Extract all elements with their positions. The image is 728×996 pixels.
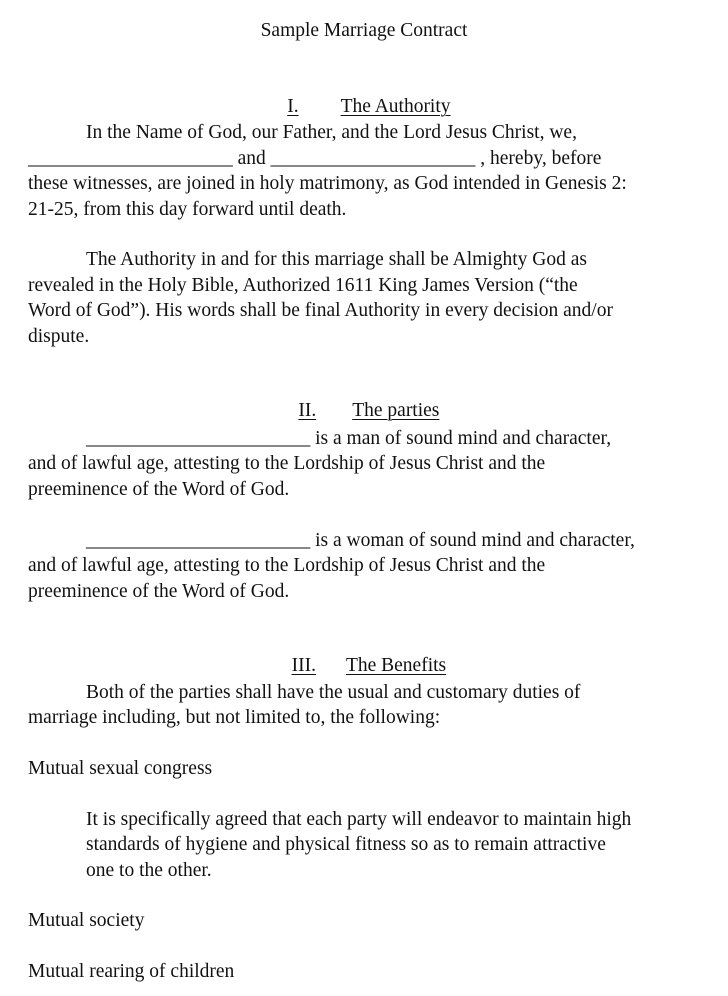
paragraph-line: standards of hygiene and physical fitness so as to remain attractive [86, 834, 606, 855]
section-heading-benefits [0, 630, 728, 676]
paragraph-line: _______________________ is a man of sound mind and character, [86, 428, 612, 449]
paragraph-line: Word of God”). His words shall be final Authority in every decision and/or [28, 300, 613, 321]
paragraph-line: preeminence of the Word of God. [28, 479, 290, 500]
section-title: The Benefits [345, 655, 447, 676]
section-title: The parties [352, 400, 440, 421]
paragraph-line: and of lawful age, attesting to the Lordship of Jesus Christ and the [28, 453, 546, 474]
benefit-item: Mutual society [28, 910, 145, 931]
paragraph-line: one to the other. [86, 860, 212, 881]
paragraph-line: preeminence of the Word of God. [28, 581, 290, 602]
paragraph-line: Both of the parties shall have the usual and customary duties of [86, 682, 581, 703]
paragraph-line: dispute. [28, 326, 90, 347]
paragraph-line: and of lawful age, attesting to the Lordship of Jesus Christ and the [28, 555, 546, 576]
paragraph-line: these witnesses, are joined in holy matrimony, as God intended in Genesis 2: [28, 173, 627, 194]
benefit-item: Mutual sexual congress [28, 758, 213, 779]
benefit-item: Mutual rearing of children [28, 961, 235, 982]
section-number: II. [298, 400, 317, 421]
paragraph-line: In the Name of God, our Father, and the Lord Jesus Christ, we, [86, 122, 577, 143]
section-title: The Authority [340, 96, 451, 117]
page-title: Sample Marriage Contract [260, 20, 468, 41]
paragraph-line: It is specifically agreed that each party will endeavor to maintain high [86, 809, 632, 830]
paragraph-line: The Authority in and for this marriage shall be Almighty God as [86, 249, 587, 270]
paragraph-line: revealed in the Holy Bible, Authorized 1611 King James Version (“the [28, 275, 578, 296]
paragraph-line: _____________________ and _____________________ , hereby, before [28, 148, 602, 169]
section-heading-authority [0, 71, 728, 117]
paragraph-line: marriage including, but not limited to, the following: [28, 707, 441, 728]
paragraph-line: _______________________ is a woman of sound mind and character, [86, 530, 635, 551]
section-heading-parties [0, 375, 728, 421]
section-number: III. [291, 655, 316, 676]
paragraph-line: 21-25, from this day forward until death. [28, 199, 347, 220]
section-number: I. [287, 96, 299, 117]
